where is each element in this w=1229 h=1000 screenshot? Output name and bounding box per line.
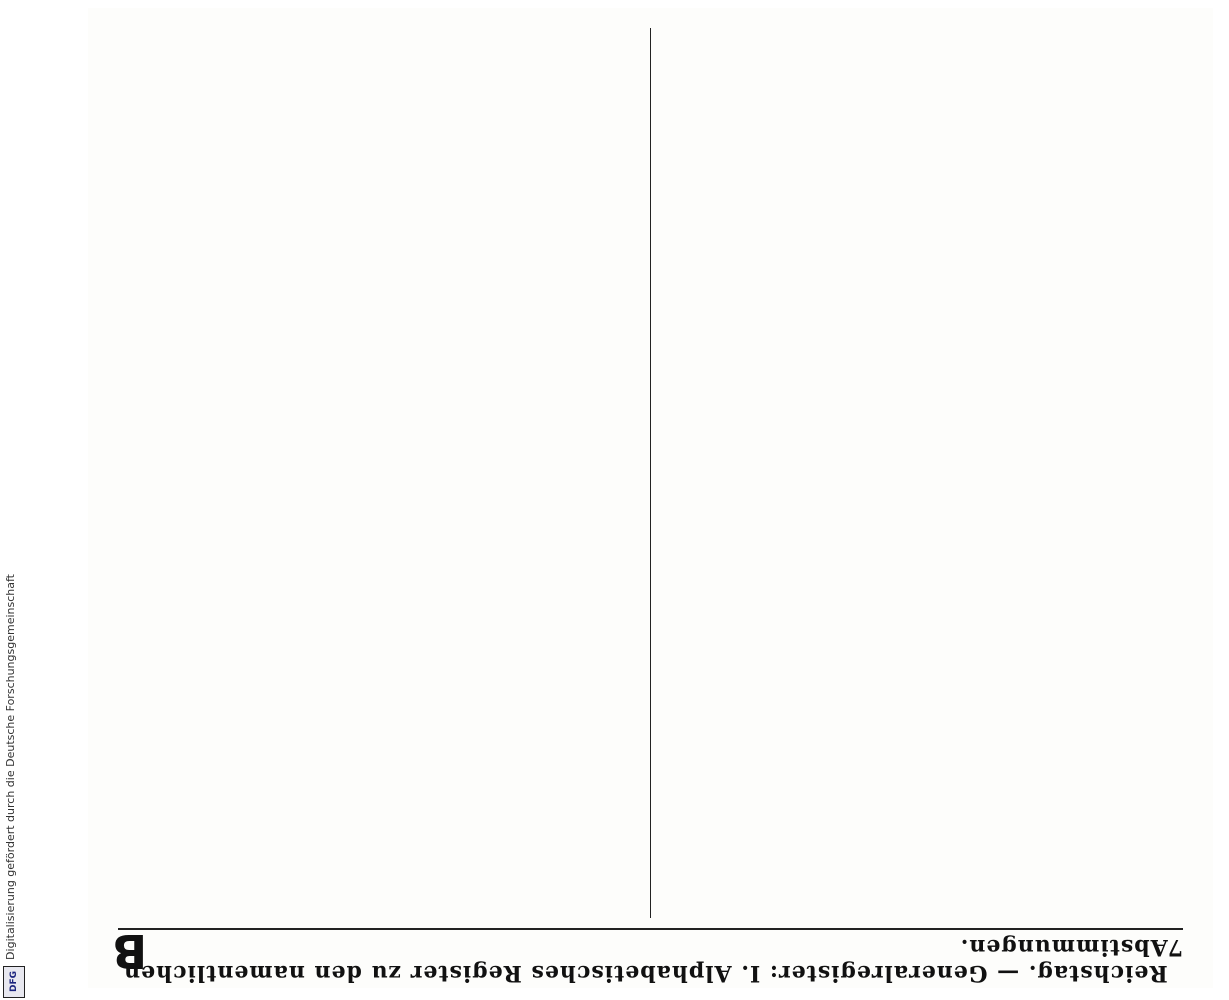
funding-note: Digitalisierung gefördert durch die Deutsche Forschungsgemeinschaft (4, 574, 17, 960)
printed-sheet (88, 8, 1213, 988)
column-divider (650, 28, 651, 918)
running-header (112, 924, 1183, 986)
index-column-right (118, 28, 650, 918)
header-title: Reichstag. — Generalregister: I. Alphabetisches Register zu den namentlichen Abstimmungen. (123, 934, 1168, 986)
index-column-left (651, 28, 1183, 918)
dfg-logo (3, 966, 25, 998)
page-number: 7 (1167, 934, 1183, 960)
dfg-logo-text: DFG (9, 971, 19, 993)
section-letter: B (112, 924, 148, 978)
index-columns (118, 28, 1183, 918)
side-strip (0, 0, 28, 1000)
